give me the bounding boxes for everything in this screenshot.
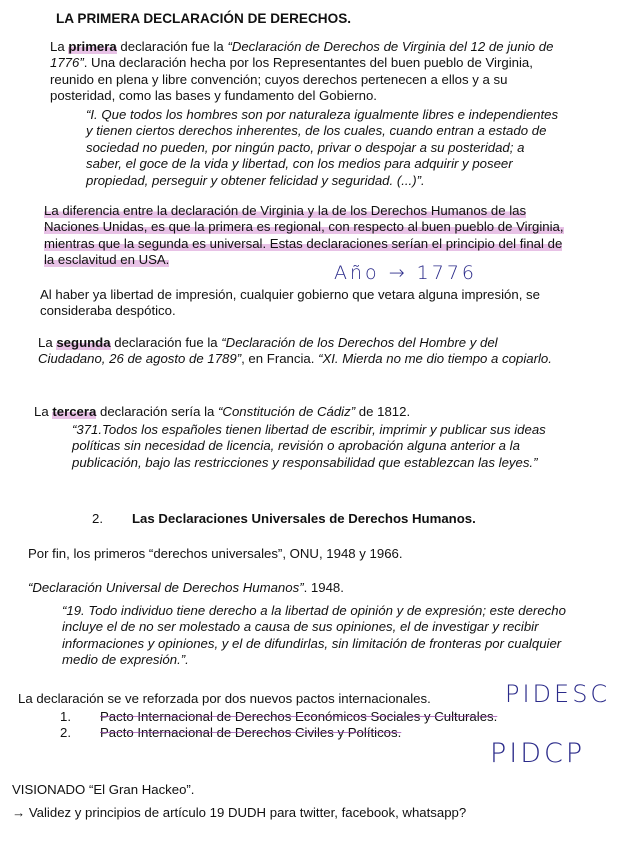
list-item: 1. Pacto Internacional de Derechos Económicos Sociales y Culturales. bbox=[60, 709, 498, 724]
section-title: Las Declaraciones Universales de Derechos Humanos. bbox=[132, 511, 476, 526]
page-title: LA PRIMERA DECLARACIÓN DE DERECHOS. bbox=[56, 11, 352, 26]
handwritten-pidesc-note: PIDESC bbox=[505, 680, 611, 708]
section-number: 2. bbox=[92, 511, 103, 526]
pacts-list bbox=[60, 709, 560, 742]
quote-article-19: “19. Todo individuo tiene derecho a la libertad de opinión y de expresión; este derecho incluye el de no ser molestado a causa de sus opiniones, el de investigar y recibir informaciones y opiniones, y el de difundirlas, sin limitación de fronteras por cualquier medio de expresión.”. bbox=[62, 603, 566, 668]
paragraph-cadiz: La tercera declaración sería la “Constitución de Cádiz” de 1812. bbox=[34, 404, 411, 419]
paragraph-screening: VISIONADO “El Gran Hackeo”. bbox=[12, 782, 195, 797]
handwritten-year-note: Año → 1776 bbox=[334, 262, 478, 284]
quote-cadiz: “371.Todos los españoles tienen libertad de escribir, imprimir y publicar sus ideas políticas sin necesidad de licencia, revisión o aprobación alguna anterior a la publicación, bajo las restricciones y responsabilidad que establezcan las leyes.” bbox=[72, 422, 546, 470]
paragraph-udhr: “Declaración Universal de Derechos Humanos”. 1948. bbox=[28, 580, 344, 595]
quote-virginia: “I. Que todos los hombres son por naturaleza igualmente libres e independientes y tienen ciertos derechos inherentes, de los cuales, cuando entran a estado de sociedad no pueden, por ningún pacto, privar o despojar a su posteridad; a saber, el goce de la vida y libertad, con los medios para adquirir y poseer propiedad, perseguir y obtener felicidad y seguridad. (...)”. bbox=[86, 107, 559, 188]
paragraph-virginia: La primera declaración fue la “Declaración de Derechos de Virginia del 12 de junio de 1776”. Una declaración hecha por los Representantes del buen pueblo de Virginia, reunido en plena y libre convención; cuyos derechos pertenecen a ellos y a su posteridad, como las bases y fundamento del Gobierno. bbox=[50, 39, 554, 104]
paragraph-question: → Validez y principios de artículo 19 DUDH para twitter, facebook, whatsapp? bbox=[12, 805, 467, 820]
paragraph-difference: La diferencia entre la declaración de Virginia y la de los Derechos Humanos de las Naciones Unidas, es que la primera es regional, con respecto al buen pueblo de Virginia, mientras que la segunda es universal. Estas declaraciones serían el principio del final de la esclavitud en USA. bbox=[44, 203, 564, 268]
paragraph-france: La segunda declaración fue la “Declaración de los Derechos del Hombre y del Ciudadano, 26 de agosto de 1789”, en Francia. “XI. Mierda no me dio tiempo a copiarlo. bbox=[38, 335, 552, 367]
paragraph-printing-freedom: Al haber ya libertad de impresión, cualquier gobierno que vetara alguna impresión, se consideraba despótico. bbox=[40, 287, 540, 319]
paragraph-universal: Por fin, los primeros “derechos universales”, ONU, 1948 y 1966. bbox=[28, 546, 403, 561]
handwritten-pidcp-note: PIDCP bbox=[490, 738, 586, 769]
section-heading bbox=[92, 511, 532, 527]
paragraph-pacts: La declaración se ve reforzada por dos nuevos pactos internacionales. bbox=[18, 691, 431, 706]
list-item: 2. Pacto Internacional de Derechos Civiles y Políticos. bbox=[60, 725, 402, 741]
